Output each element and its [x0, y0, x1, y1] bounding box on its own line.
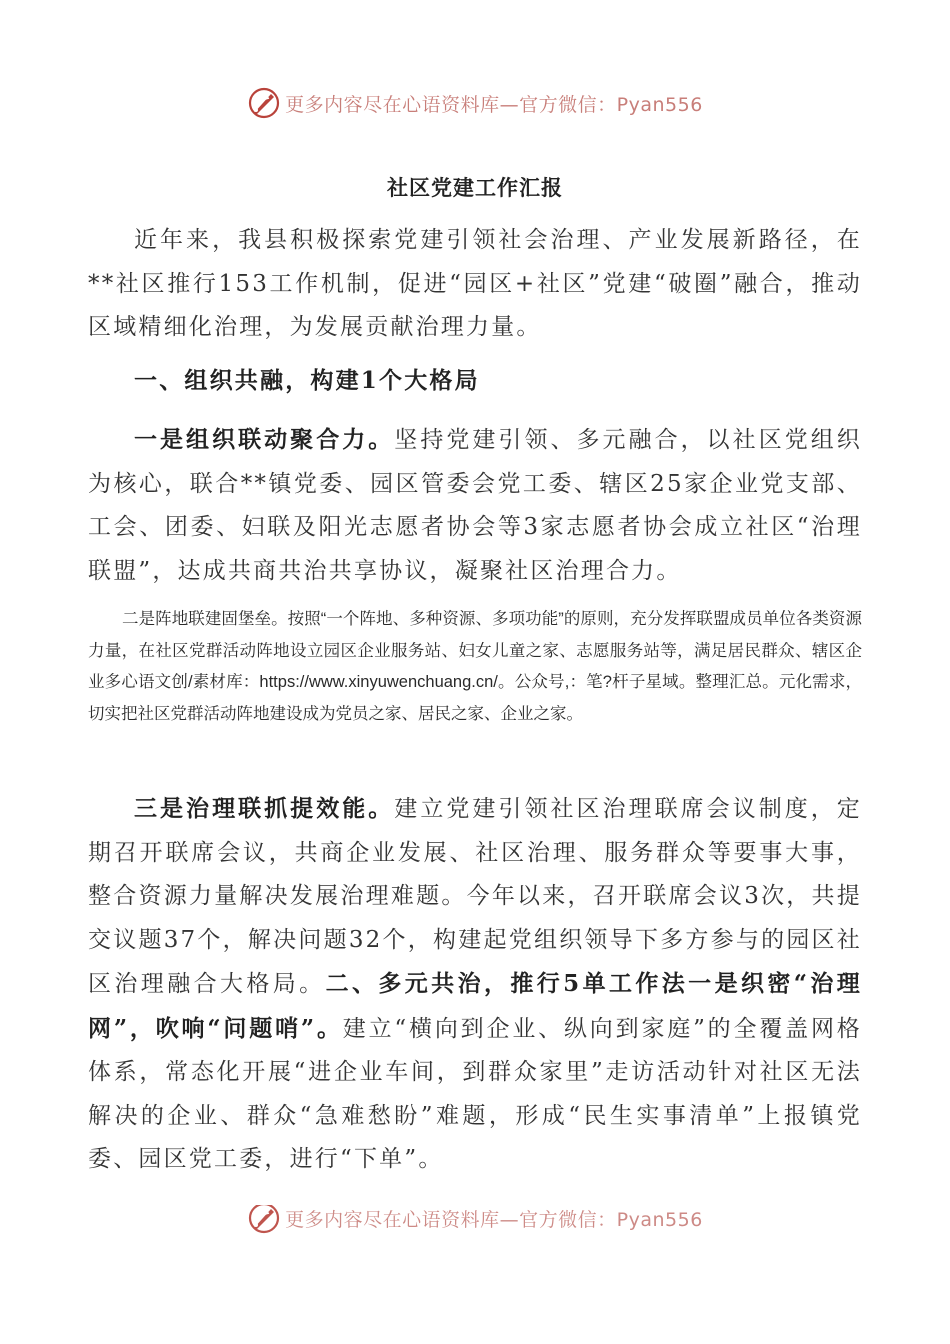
paragraph-lead: 一是组织联动聚合力。 — [134, 426, 395, 453]
paragraph-position-building: 二是阵地联建固堡垒。按照“一个阵地、多种资源、多项功能”的原则，充分发挥联盟成员单位各类资源力量，在社区党群活动阵地设立园区企业服务站、妇女儿童之家、志愿服务站等，满足居民群众、辖区企业多心语文创/素材库：https://www.xinyuwenchuang.cn/。公众号,：笔?杆子星域。整理汇总。元化需求，切实把社区党群活动阵地建设成为党员之家、居民之家、企业之家。 — [88, 610, 862, 723]
paragraph-body: 坚持党建引领、多元融合，以社区党组织为核心，联合**镇党委、园区管委会党工委、辖区25家企业党支部、工会、团委、妇联及阳光志愿者协会等3家志愿者协会成立社区“治理联盟”，达成共商共治共享协议，凝聚社区治理合力。 — [88, 427, 862, 584]
quill-pen-logo-icon — [247, 86, 281, 120]
paragraph-body: 建立“横向到企业、纵向到家庭”的全覆盖网格体系，常态化开展“进企业车间，到群众家里”走访活动针对社区无法解决的企业、群众“急难愁盼”难题，形成“民生实事清单”上报镇党委、园区党工委，进行“下单”。 — [88, 1015, 863, 1172]
watermark-text: 更多内容尽在心语资料库—官方微信：Pyan556 — [285, 93, 703, 116]
footer-watermark — [0, 1205, 950, 1239]
paragraph-lead: 三是治理联抓提效能。 — [134, 795, 395, 822]
document-title: 社区党建工作汇报 — [387, 175, 563, 200]
paragraph-governance — [88, 787, 862, 1182]
watermark-text: 更多内容尽在心语资料库—官方微信：Pyan556 — [285, 1208, 703, 1231]
header-watermark — [0, 83, 950, 123]
section-2-heading: 二、多元共治，推行5单工作法一是织密“治理网”，吹响“问题哨”。 — [88, 970, 862, 1042]
section-1-heading: 一、组织共融，构建1个大格局 — [134, 367, 480, 394]
paragraph-body: 建立党建引领社区治理联席会议制度，定期召开联席会议，共商企业发展、社区治理、服务群众等要事大事，整合资源力量解决发展治理难题。今年以来，召开联席会议3次，共提交议题37个，解决问题32个，构建起党组织领导下多方参与的园区社区治理融合大格局。 — [88, 796, 862, 997]
paragraph-organization-linkage — [88, 418, 862, 593]
intro-paragraph: 近年来，我县积极探索党建引领社会治理、产业发展新路径，在**社区推行153工作机制，促进“园区+社区”党建“破圈”融合，推动区域精细化治理，为发展贡献治理力量。 — [88, 227, 862, 340]
quill-pen-logo-icon — [247, 1205, 281, 1235]
